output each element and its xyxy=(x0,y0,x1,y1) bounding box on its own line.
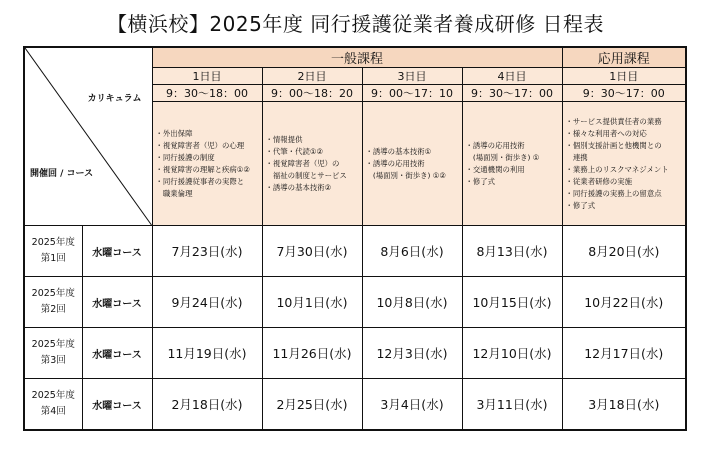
date-cell: 10月22日(水) xyxy=(562,277,686,328)
date-cell: 8月6日(水) xyxy=(362,226,462,277)
day-header: 2日目 xyxy=(262,68,362,85)
topic-item: ・同行援護の制度 xyxy=(155,152,215,162)
header-corner-cell xyxy=(24,47,152,226)
date-cell: 10月15日(水) xyxy=(462,277,562,328)
time-header: 9：30〜18：00 xyxy=(152,85,262,102)
date-cell: 3月18日(水) xyxy=(562,379,686,431)
topics-cell xyxy=(462,102,562,226)
session-label: 第4回 xyxy=(40,406,66,417)
session-course-label: 開催回 / コース xyxy=(30,169,94,179)
topic-item: ・視覚障害の理解と疾病①② xyxy=(155,164,251,174)
topic-item: ・誘導の応用技術 xyxy=(365,158,425,168)
session-cell xyxy=(24,379,82,431)
date-cell: 8月20日(水) xyxy=(562,226,686,277)
session-label: 第2回 xyxy=(40,304,66,315)
table-row xyxy=(24,277,686,328)
applied-course-header: 応用課程 xyxy=(562,47,686,68)
course-cell: 水曜コース xyxy=(82,226,152,277)
diagonal-divider xyxy=(25,48,152,225)
year-label: 2025年度 xyxy=(31,339,75,350)
topic-item: 連携 xyxy=(565,152,588,162)
topic-item: (場面別・街歩き) ①② xyxy=(365,170,446,180)
time-header: 9：30〜17：00 xyxy=(462,85,562,102)
topic-item: ・業務上のリスクマネジメント xyxy=(565,164,669,174)
topic-item: 職業倫理 xyxy=(155,188,193,198)
session-cell xyxy=(24,277,82,328)
schedule-table xyxy=(23,46,687,431)
topic-item: ・誘導の基本技術① xyxy=(365,146,432,156)
date-cell: 7月23日(水) xyxy=(152,226,262,277)
course-cell: 水曜コース xyxy=(82,328,152,379)
date-cell: 12月17日(水) xyxy=(562,328,686,379)
date-cell: 12月3日(水) xyxy=(362,328,462,379)
time-header: 9：00〜18：20 xyxy=(262,85,362,102)
date-cell: 11月26日(水) xyxy=(262,328,362,379)
day-header: 1日目 xyxy=(152,68,262,85)
topics-cell xyxy=(262,102,362,226)
topic-item: ・個別支援計画と他機関との xyxy=(565,140,662,150)
session-cell xyxy=(24,328,82,379)
page-title: 【横浜校】2025年度 同行援護従業者養成研修 日程表 xyxy=(106,12,605,36)
session-label: 第3回 xyxy=(40,355,66,366)
date-cell: 8月13日(水) xyxy=(462,226,562,277)
topic-item: ・サービス提供責任者の業務 xyxy=(565,116,662,126)
topic-item: ・誘導の応用技術 xyxy=(465,140,525,150)
topic-item: ・視覚障害者（児）の心理 xyxy=(155,140,245,150)
date-cell: 12月10日(水) xyxy=(462,328,562,379)
topic-item: ・視覚障害者（児）の xyxy=(265,158,340,168)
date-cell: 10月1日(水) xyxy=(262,277,362,328)
topic-item: ・従業者研修の実施 xyxy=(565,176,633,186)
topic-item: ・誘導の基本技術② xyxy=(265,182,332,192)
topic-item: 福祉の制度とサービス xyxy=(265,170,347,180)
date-cell: 3月4日(水) xyxy=(362,379,462,431)
topic-item: ・同行援護の実務上の留意点 xyxy=(565,188,662,198)
topics-cell xyxy=(362,102,462,226)
topic-item: ・代筆・代読①② xyxy=(265,146,324,156)
session-label: 第1回 xyxy=(40,253,66,264)
topic-item: ・修了式 xyxy=(465,176,496,186)
date-cell: 11月19日(水) xyxy=(152,328,262,379)
time-header: 9：00〜17：10 xyxy=(362,85,462,102)
date-cell: 9月24日(水) xyxy=(152,277,262,328)
time-header: 9：30〜17：00 xyxy=(562,85,686,102)
date-cell: 2月25日(水) xyxy=(262,379,362,431)
topic-item: ・情報提供 xyxy=(265,134,303,144)
topic-item: ・修了式 xyxy=(565,200,596,210)
topic-item: ・外出保障 xyxy=(155,128,193,138)
course-cell: 水曜コース xyxy=(82,277,152,328)
table-row xyxy=(24,226,686,277)
date-cell: 2月18日(水) xyxy=(152,379,262,431)
topics-cell xyxy=(152,102,262,226)
day-header: 3日目 xyxy=(362,68,462,85)
day-header: 4日目 xyxy=(462,68,562,85)
topic-item: ・様々な利用者への対応 xyxy=(565,128,647,138)
date-cell: 7月30日(水) xyxy=(262,226,362,277)
date-cell: 10月8日(水) xyxy=(362,277,462,328)
topic-item: ・交通機関の利用 xyxy=(465,164,525,174)
date-cell: 3月11日(水) xyxy=(462,379,562,431)
table-row xyxy=(24,328,686,379)
topic-item: (場面別・街歩き) ① xyxy=(465,152,540,162)
year-label: 2025年度 xyxy=(31,390,75,401)
topic-item: ・同行援護従事者の実際と xyxy=(155,176,245,186)
session-cell xyxy=(24,226,82,277)
year-label: 2025年度 xyxy=(31,288,75,299)
year-label: 2025年度 xyxy=(31,237,75,248)
day-header: 1日目 xyxy=(562,68,686,85)
general-course-header: 一般課程 xyxy=(152,47,562,68)
topics-cell xyxy=(562,102,686,226)
course-cell: 水曜コース xyxy=(82,379,152,431)
table-row xyxy=(24,379,686,431)
curriculum-label: カリキュラム xyxy=(87,94,142,104)
